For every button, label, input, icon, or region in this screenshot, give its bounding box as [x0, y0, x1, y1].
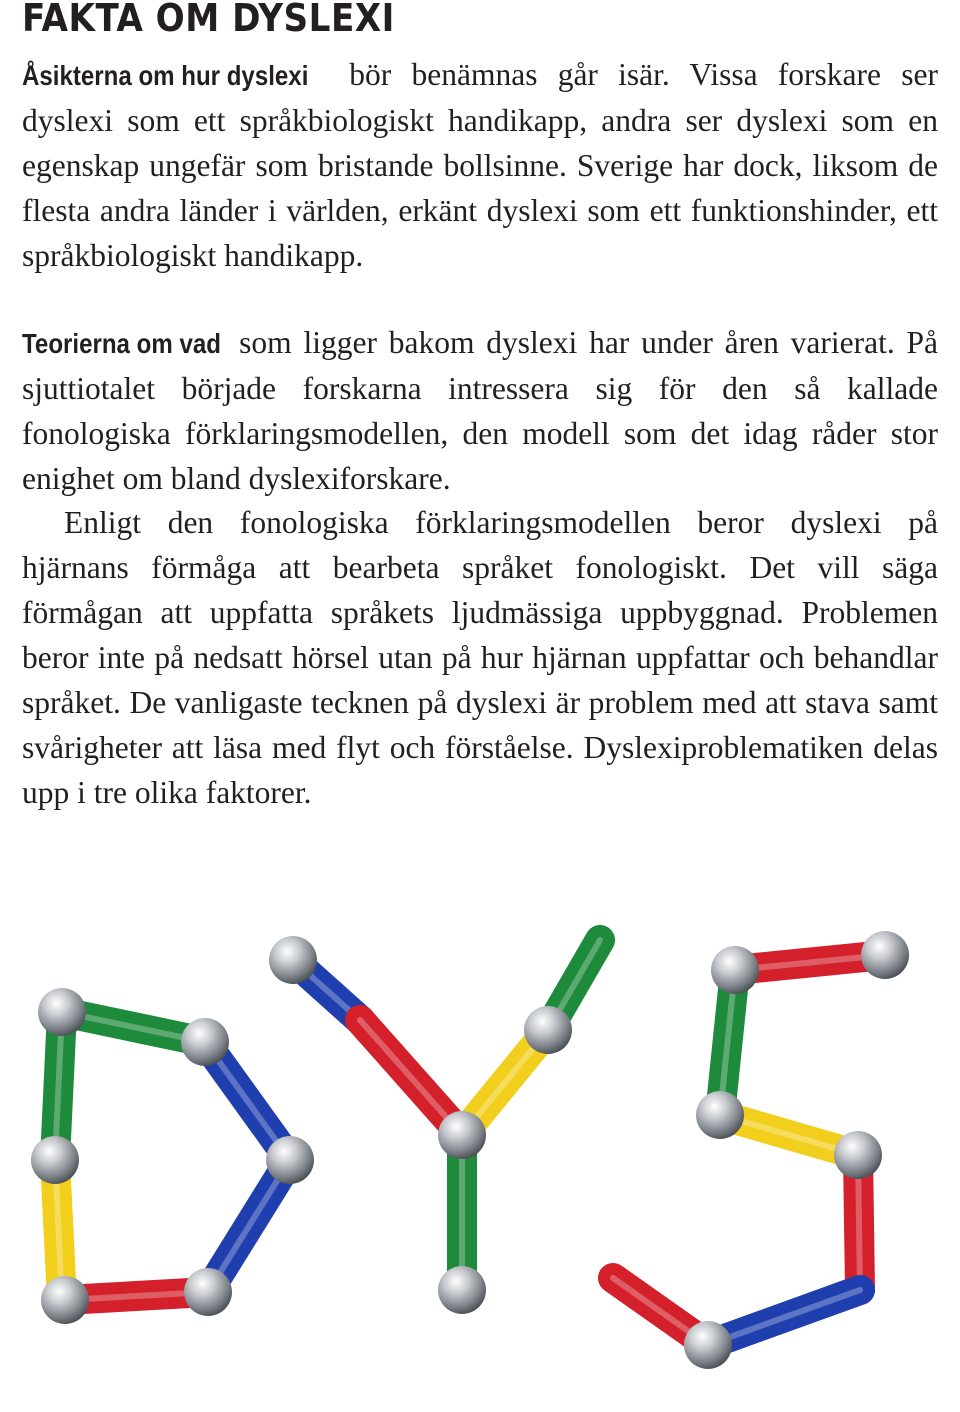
steel-ball	[31, 1136, 79, 1184]
steel-ball	[269, 936, 317, 984]
steel-ball	[41, 1276, 89, 1324]
steel-ball	[184, 1268, 232, 1316]
steel-ball	[438, 1111, 486, 1159]
steel-ball	[38, 988, 86, 1036]
paragraph-body: som ligger bakom dyslexi har under åren varierat. På sjuttiotalet började forskarna intressera sig för den så kallade fonologiska förklaringsmodellen, den modell som det idag råder stor enighet om bland dyslexiforskare.	[22, 325, 938, 496]
steel-ball	[684, 1321, 732, 1369]
page-title: FAKTA OM DYSLEXI	[22, 0, 395, 40]
steel-ball	[266, 1136, 314, 1184]
paragraph-body: bör benämnas går isär. Vissa forskare ser dyslexi som ett språkbiologiskt handikapp, andra ser dyslexi som en egenskap ungefär som bristande bollsinne. Sverige har dock, liksom de flesta andra länder i världen, erkänt dyslexi som ett funktionshinder, ett språkbiologiskt handikapp.	[22, 57, 938, 273]
steel-ball	[438, 1266, 486, 1314]
magnetic-rods-dys-photo	[0, 900, 960, 1412]
paragraph-opinions	[22, 52, 938, 278]
steel-ball	[861, 931, 909, 979]
paragraph-lead: Teorierna om vad	[22, 328, 221, 359]
paragraph-phonological-model: Enligt den fonologiska förklaringsmodellen beror dyslexi på hjärnans förmåga att bearbeta språket fonologiskt. Det vill säga förmågan att uppfatta språkets ljudmässiga uppbyggnad. Problemen beror inte på nedsatt hörsel utan på hur hjärnan uppfattar och behandlar språket. De vanligaste tecknen på dyslexi är problem med att stava samt svårigheter att läsa med flyt och förståelse. Dyslexiproblematiken delas upp i tre olika faktorer.	[22, 505, 938, 810]
steel-ball	[524, 1006, 572, 1054]
paragraph-theories	[22, 320, 938, 501]
steel-ball	[696, 1091, 744, 1139]
paragraph-lead: Åsikterna om hur dyslexi	[22, 60, 309, 91]
steel-ball	[711, 946, 759, 994]
steel-ball	[834, 1131, 882, 1179]
magnet-rod-highlight	[708, 1290, 860, 1345]
steel-ball	[181, 1018, 229, 1066]
